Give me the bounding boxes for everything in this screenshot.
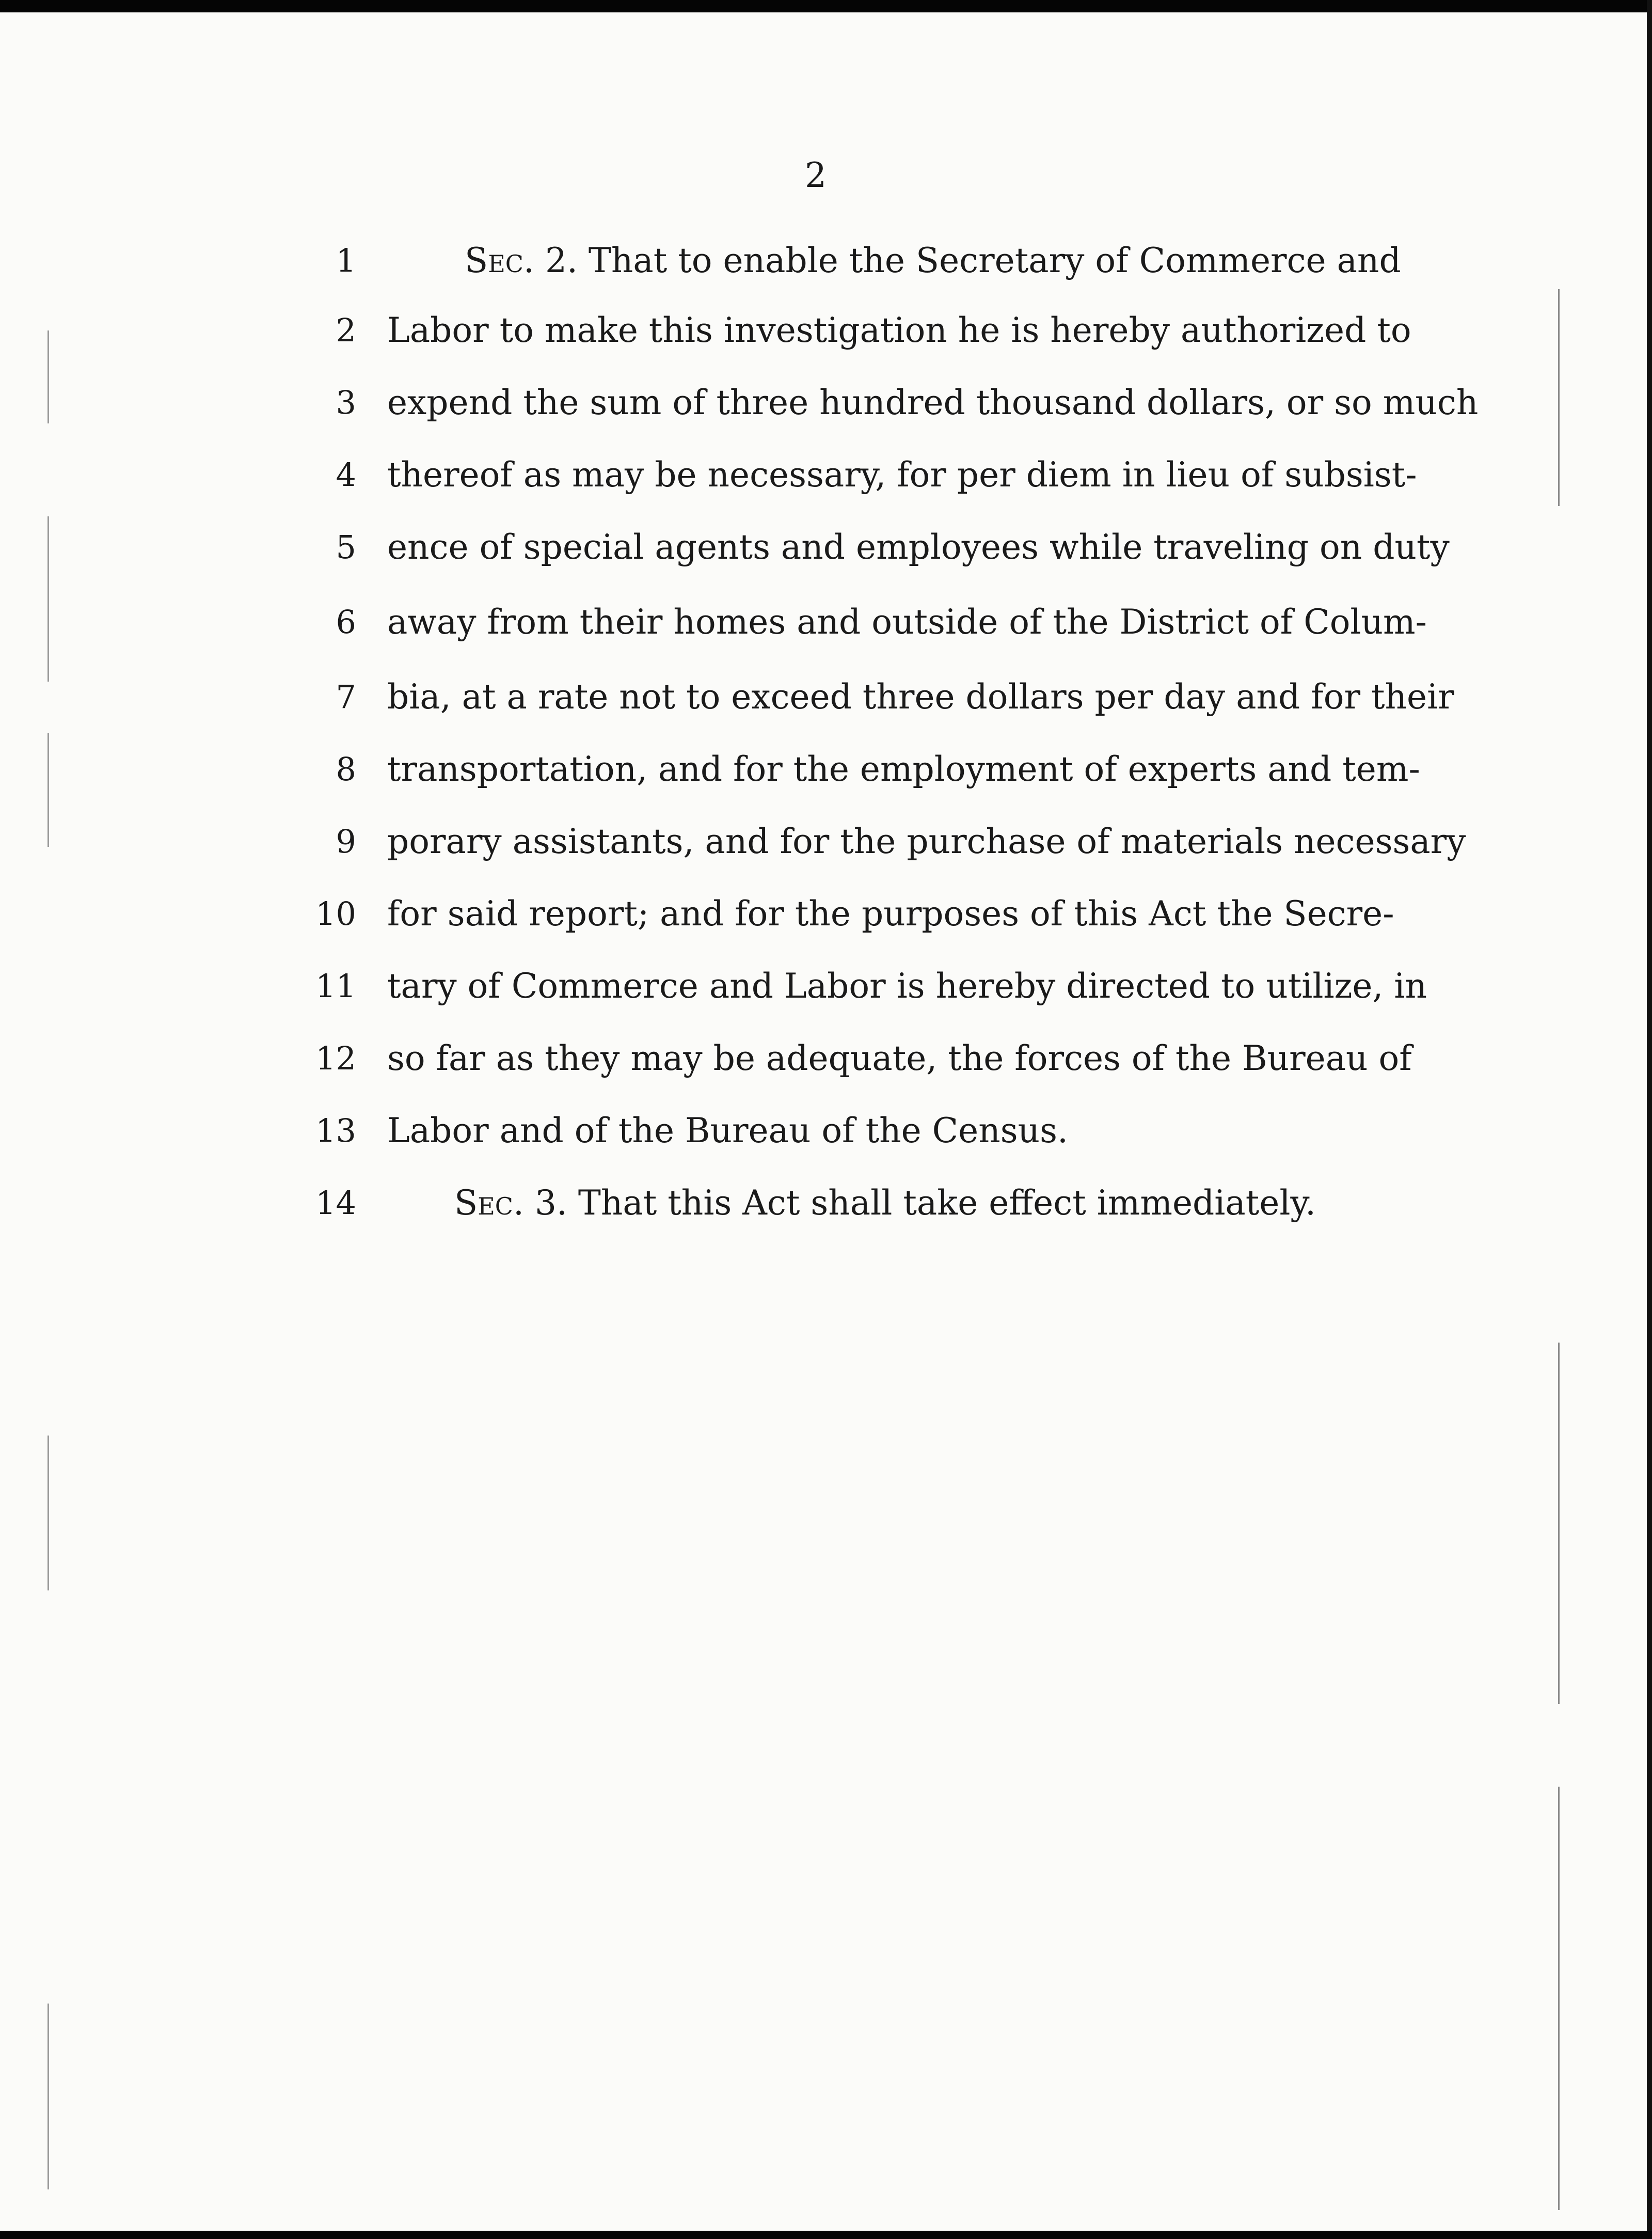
- text-line-3: [0, 377, 1652, 449]
- line-number: 9: [336, 823, 356, 860]
- line-number: 6: [336, 603, 356, 641]
- line-text: tary of Commerce and Labor is hereby directed to utilize, in: [387, 966, 1427, 1006]
- scan-bottom-border: [0, 2231, 1652, 2239]
- line-text: porary assistants, and for the purchase of materials necessary: [387, 822, 1466, 861]
- line-number: 5: [336, 528, 356, 566]
- line-number: 12: [315, 1039, 356, 1077]
- text-line-7: [0, 671, 1652, 744]
- line-text: away from their homes and outside of the District of Colum-: [387, 602, 1427, 642]
- text-line-6: [0, 596, 1652, 669]
- line-text: ence of special agents and employees while traveling on duty: [387, 527, 1450, 567]
- scan-speckle-right: [1558, 1343, 1560, 1704]
- text-line-13: [0, 1105, 1652, 1177]
- text-line-2: [0, 305, 1652, 377]
- section-label: Sec. 3.: [454, 1183, 567, 1223]
- line-text: expend the sum of three hundred thousand dollars, or so much: [387, 383, 1479, 422]
- text-line-5: [0, 522, 1652, 594]
- text-line-4: [0, 449, 1652, 522]
- line-text: Labor and of the Bureau of the Census.: [387, 1111, 1068, 1150]
- line-body: That this Act shall take effect immediately.: [578, 1183, 1316, 1223]
- line-number: 14: [315, 1184, 356, 1222]
- section-label: Sec. 2.: [465, 241, 578, 280]
- line-number: 13: [315, 1112, 356, 1149]
- line-text: transportation, and for the employment of experts and tem-: [387, 749, 1420, 789]
- text-line-14: [0, 1177, 1652, 1250]
- text-line-8: [0, 744, 1652, 816]
- line-text: bia, at a rate not to exceed three dollars per day and for their: [387, 677, 1454, 717]
- scan-top-border: [0, 0, 1652, 12]
- line-number: 8: [336, 750, 356, 788]
- line-body: That to enable the Secretary of Commerce and: [588, 241, 1401, 280]
- line-number: 1: [336, 242, 356, 279]
- line-text: so far as they may be adequate, the forces of the Bureau of: [387, 1038, 1412, 1078]
- text-line-9: [0, 816, 1652, 888]
- line-text: thereof as may be necessary, for per diem in lieu of subsist-: [387, 455, 1417, 495]
- text-line-10: [0, 888, 1652, 960]
- page-number: 2: [805, 155, 827, 195]
- line-text: [454, 1177, 1316, 1229]
- line-text: for said report; and for the purposes of this Act the Secre-: [387, 894, 1394, 934]
- line-number: 11: [315, 967, 356, 1005]
- line-number: 4: [336, 456, 356, 494]
- line-number: 7: [336, 678, 356, 716]
- text-line-1: [0, 235, 1652, 307]
- text-line-12: [0, 1033, 1652, 1105]
- line-number: 2: [336, 311, 356, 349]
- scan-speckle-left: [47, 1436, 49, 1590]
- line-text: [465, 235, 1401, 287]
- scan-speckle-left: [47, 2004, 49, 2189]
- line-text: Labor to make this investigation he is hereby authorized to: [387, 310, 1411, 350]
- line-number: 10: [315, 895, 356, 933]
- line-number: 3: [336, 384, 356, 421]
- scan-speckle-right: [1558, 1787, 1560, 2210]
- text-line-11: [0, 960, 1652, 1033]
